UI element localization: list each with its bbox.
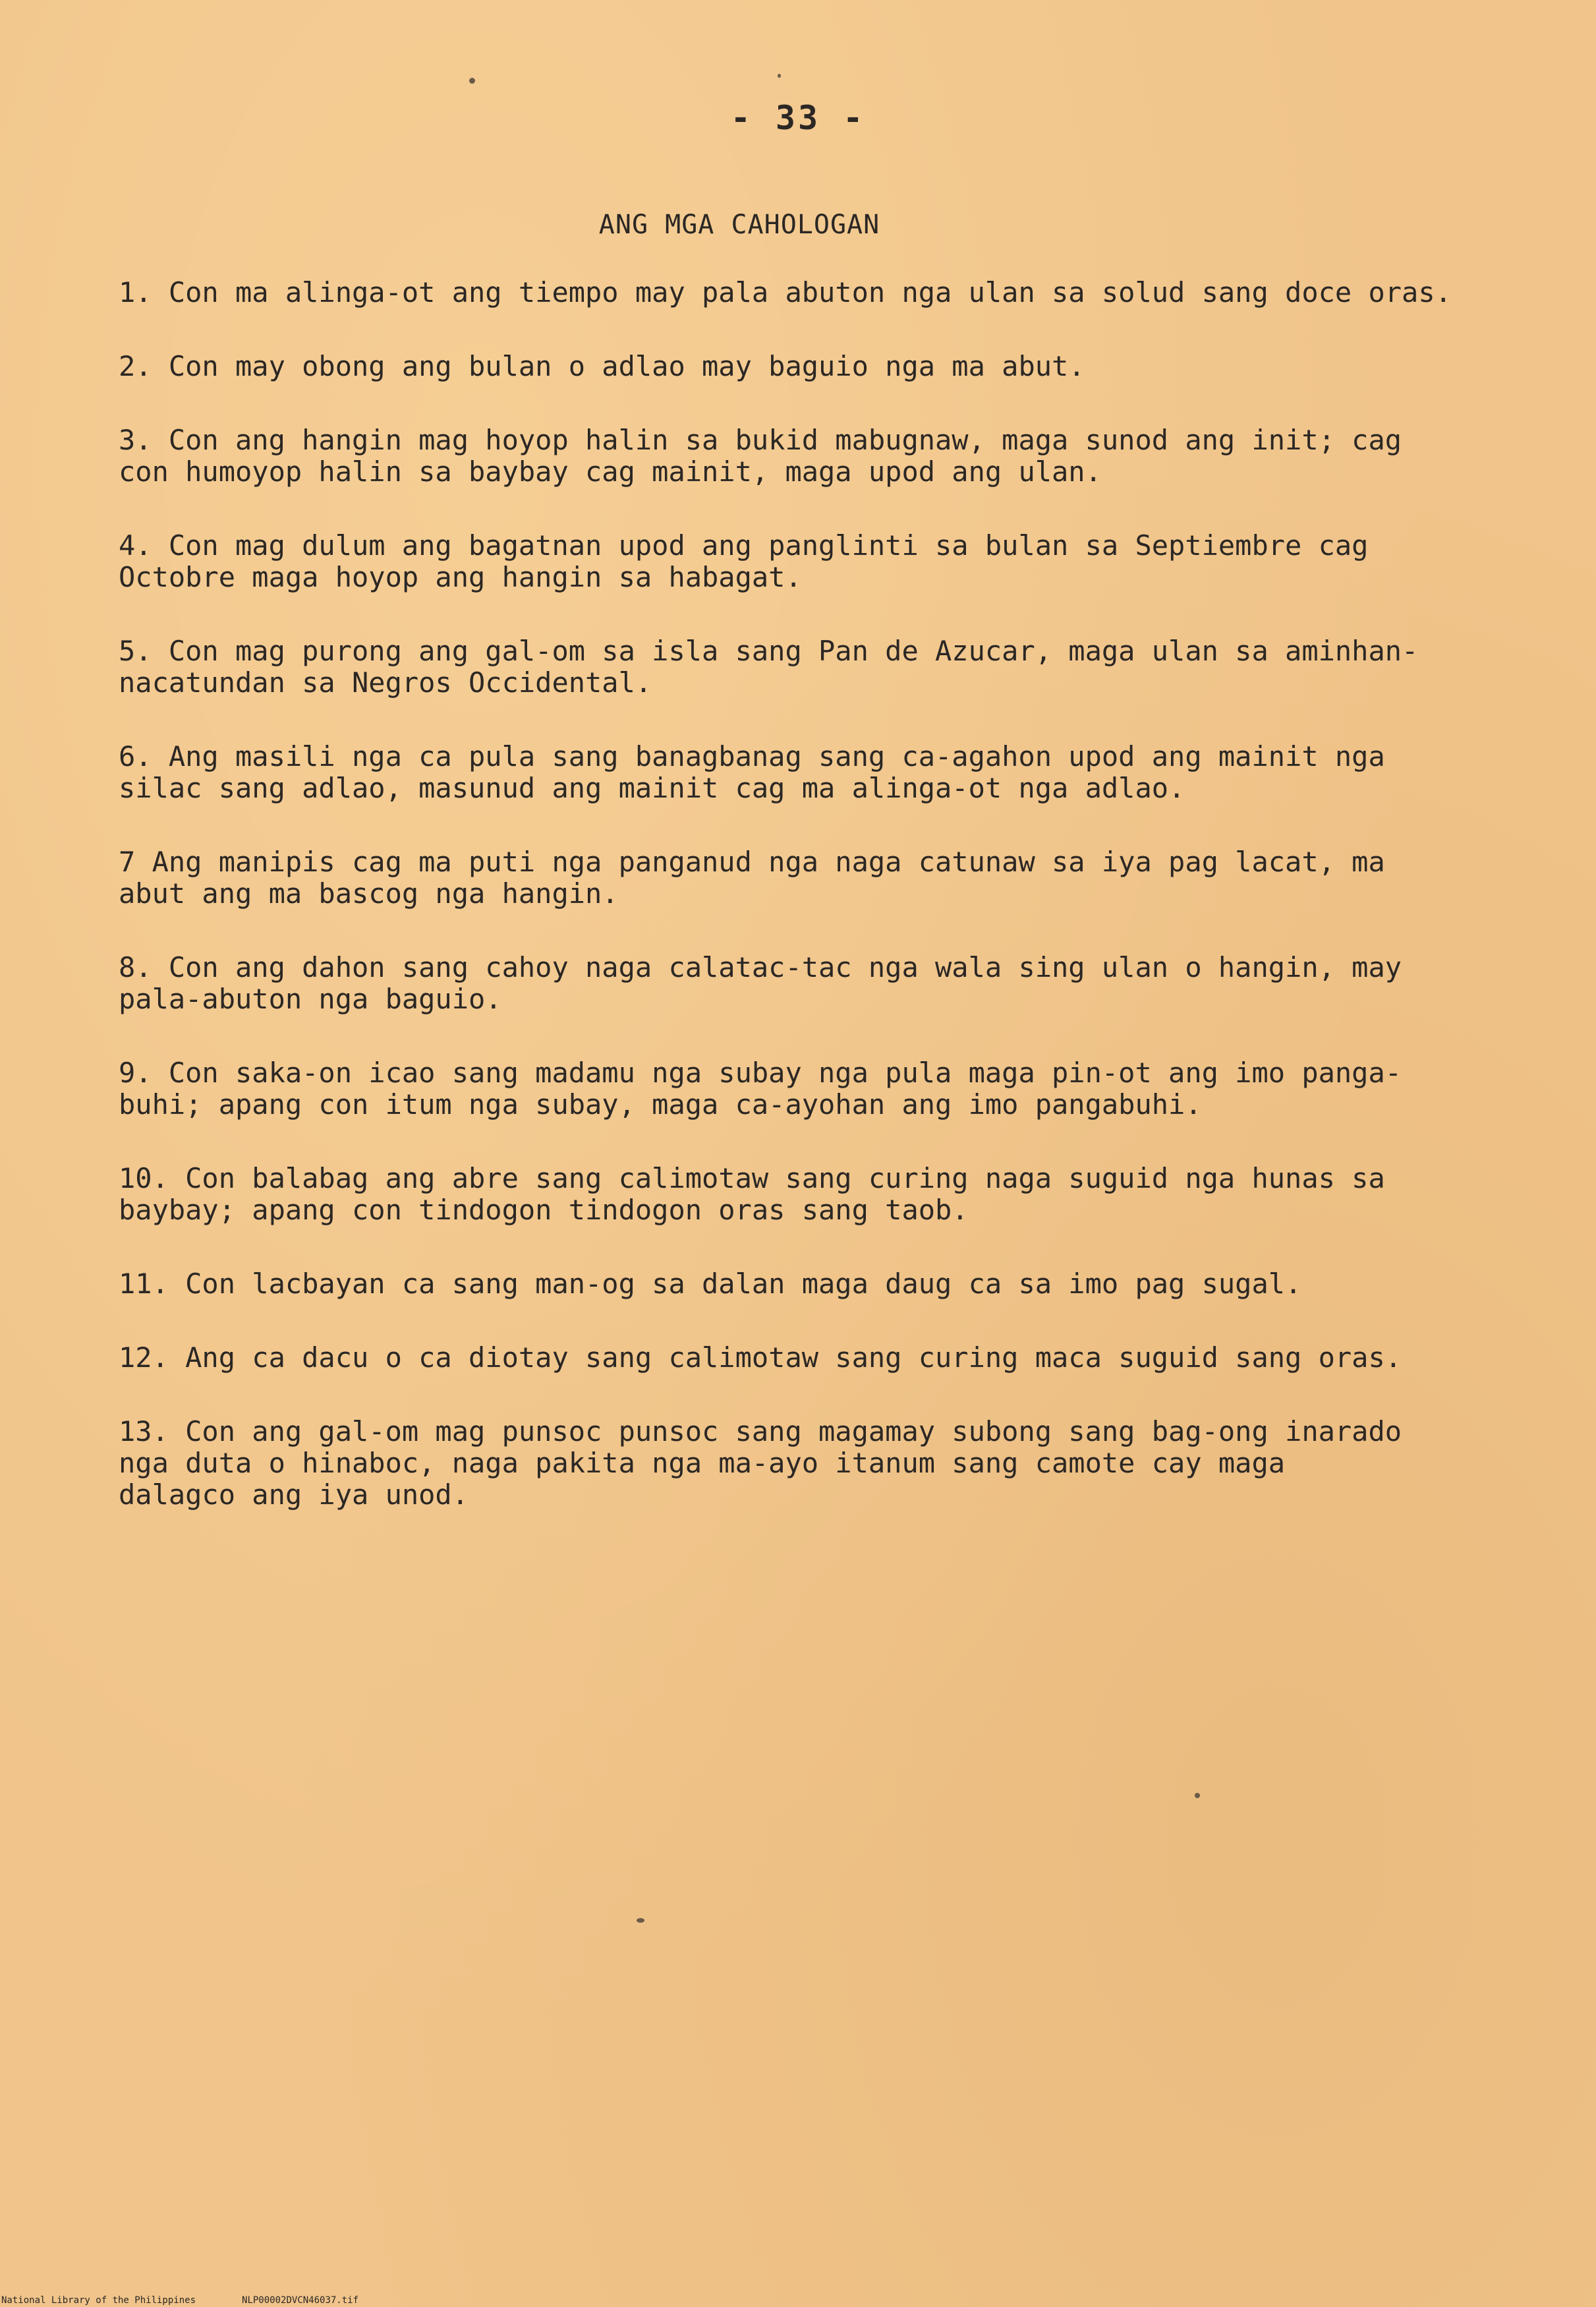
list-item: 11. Con lacbayan ca sang man-og sa dalan maga daug ca sa imo pag sugal.	[119, 1268, 1302, 1300]
list-item: 4. Con mag dulum ang bagatnan upod ang panglinti sa bulan sa Septiembre cag Octobre maga hoyop ang hangin sa habagat.	[119, 529, 1369, 593]
list-item: 5. Con mag purong ang gal-om sa isla sang Pan de Azucar, maga ulan sa aminhan- nacatundan sa Negros Occidental.	[119, 635, 1419, 699]
ink-speck	[637, 1918, 644, 1923]
page-number: - 33 -	[730, 99, 866, 137]
list-item: 9. Con saka-on icao sang madamu nga subay nga pula maga pin-ot ang imo panga- buhi; apang con itum nga subay, maga ca-ayohan ang imo pangabuhi.	[119, 1057, 1402, 1121]
list-item: 3. Con ang hangin mag hoyop halin sa bukid mabugnaw, maga sunod ang init; cag con humoyop halin sa baybay cag mainit, maga upod ang ulan.	[119, 424, 1402, 488]
list-item: 6. Ang masili nga ca pula sang banagbanag sang ca-agahon upod ang mainit nga silac sang adlao, masunud ang mainit cag ma alinga-ot nga adlao.	[119, 740, 1385, 804]
scan-footer	[1, 2295, 405, 2306]
list-item: 13. Con ang gal-om mag punsoc punsoc sang magamay subong sang bag-ong inarado nga duta o hinaboc, naga pakita nga ma-ayo itanum sang camote cay maga dalagco ang iya unod.	[119, 1415, 1402, 1511]
list-item: 12. Ang ca dacu o ca diotay sang calimotaw sang curing maca suguid sang oras.	[119, 1341, 1402, 1374]
footer-file: NLP00002DVCN46037.tif	[242, 2295, 359, 2306]
ink-speck	[778, 74, 781, 78]
ink-speck	[1195, 1793, 1200, 1798]
ink-speck	[469, 78, 475, 84]
list-item: 2. Con may obong ang bulan o adlao may baguio nga ma abut.	[119, 350, 1085, 382]
page-title: ANG MGA CAHOLOGAN	[598, 210, 880, 240]
list-item: 8. Con ang dahon sang cahoy naga calatac-tac nga wala sing ulan o hangin, may pala-abuton nga baguio.	[119, 951, 1402, 1015]
list-item: 7 Ang manipis cag ma puti nga panganud nga naga catunaw sa iya pag lacat, ma abut ang ma bascog nga hangin.	[119, 846, 1385, 910]
footer-library: National Library of the Philippines	[1, 2295, 196, 2306]
item-list	[119, 277, 1509, 1553]
list-item: 1. Con ma alinga-ot ang tiempo may pala abuton nga ulan sa solud sang doce oras.	[119, 276, 1452, 308]
list-item: 10. Con balabag ang abre sang calimotaw sang curing naga suguid nga hunas sa baybay; apang con tindogon tindogon oras sang taob.	[119, 1162, 1385, 1226]
